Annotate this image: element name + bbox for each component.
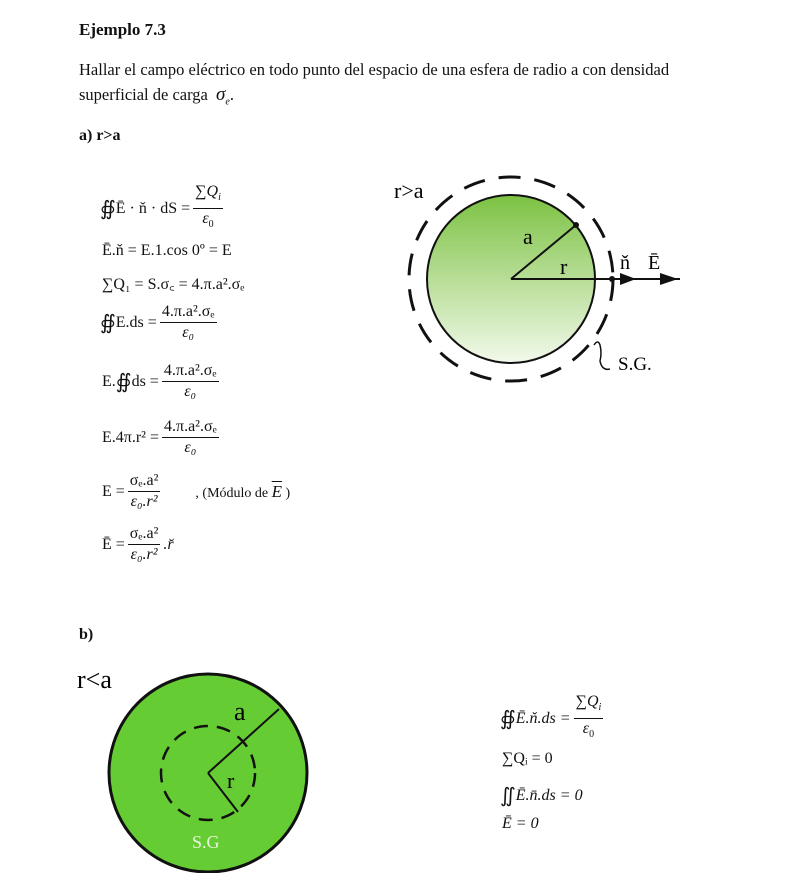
equation-gauss-law-inside: ∯ Ē.ň.ds = $\frac{\sum Q_i}{\varepsilon_0}$ bbox=[500, 693, 602, 741]
field-label: Ē bbox=[648, 252, 661, 274]
part-b-heading: b) bbox=[79, 626, 94, 643]
surface-pointer bbox=[594, 342, 610, 369]
part-a-heading: a) r>a bbox=[79, 127, 121, 144]
equation-dot-product: Ē.ň = E.1.cos 0º = E bbox=[102, 242, 232, 259]
equation-field-vector: Ē = $\frac{\text{σₑ.a²}}{\text{ε₀.r²}}$ .r̆ bbox=[102, 525, 174, 563]
radius-r-label: r bbox=[227, 768, 235, 793]
equation-enclosed-charge: ∑Qᵢ = 0 bbox=[502, 750, 553, 767]
example-title: Ejemplo 7.3 bbox=[79, 20, 166, 39]
radius-a-label: a bbox=[234, 697, 246, 726]
surface-point bbox=[609, 276, 615, 282]
normal-arrow bbox=[620, 273, 636, 285]
fraction: $\frac{\sum Q_i}{\varepsilon_0}$ bbox=[195, 183, 221, 231]
equation-sphere-area: E.4π.r² = $\frac{\text{4.π.a².σₑ}}{\text{ε₀}}$ bbox=[102, 418, 217, 456]
equation-e-outside-integral: E. ∯ ds = $\frac{\text{4.π.a².σₑ}}{\text{ε₀}}$ bbox=[102, 362, 217, 400]
equation-total-charge: ∑Q₁ = S.σ꜀ = 4.π.a².σₑ bbox=[102, 276, 245, 293]
equation-field-zero: Ē = 0 bbox=[502, 815, 539, 832]
normal-label: ň bbox=[620, 252, 630, 274]
equation-flux-zero: ∬ Ē.n̄.ds = 0 bbox=[500, 785, 583, 807]
statement-line-2: superficial de carga $\sigma_e$. bbox=[79, 84, 234, 108]
sphere-diagram-inside bbox=[74, 660, 324, 873]
equation-gauss-law: ∯ Ē · ň · dS = $\frac{\sum Q_i}{\varepsilon_0}$ bbox=[100, 183, 226, 234]
surface-integral-symbol: ∯ bbox=[100, 198, 110, 221]
field-arrow bbox=[660, 273, 678, 285]
surface-label: S.G bbox=[192, 832, 220, 852]
equation-field-magnitude: E = $\frac{\text{σₑ.a²}}{\text{ε₀.r²}}$ , (Módulo de $\overline{E}$ ) bbox=[102, 472, 291, 510]
problem-statement bbox=[79, 57, 759, 114]
sphere-diagram-outside bbox=[380, 170, 680, 390]
condition-label: r<a bbox=[77, 665, 112, 694]
equation-flux-integral: ∯ E.ds = $\frac{\text{4.π.a².σₑ}}{\text{ε₀}}$ bbox=[100, 303, 215, 341]
statement-line-1: Hallar el campo eléctrico en todo punto del espacio de una esfera de radio a con densidad bbox=[79, 60, 670, 79]
sigma-symbol: σ bbox=[216, 84, 226, 105]
surface-label: S.G. bbox=[618, 354, 652, 375]
radius-a-label: a bbox=[523, 224, 533, 249]
condition-label: r>a bbox=[394, 178, 424, 203]
radius-point bbox=[573, 222, 579, 228]
radius-r-label: r bbox=[560, 254, 568, 279]
